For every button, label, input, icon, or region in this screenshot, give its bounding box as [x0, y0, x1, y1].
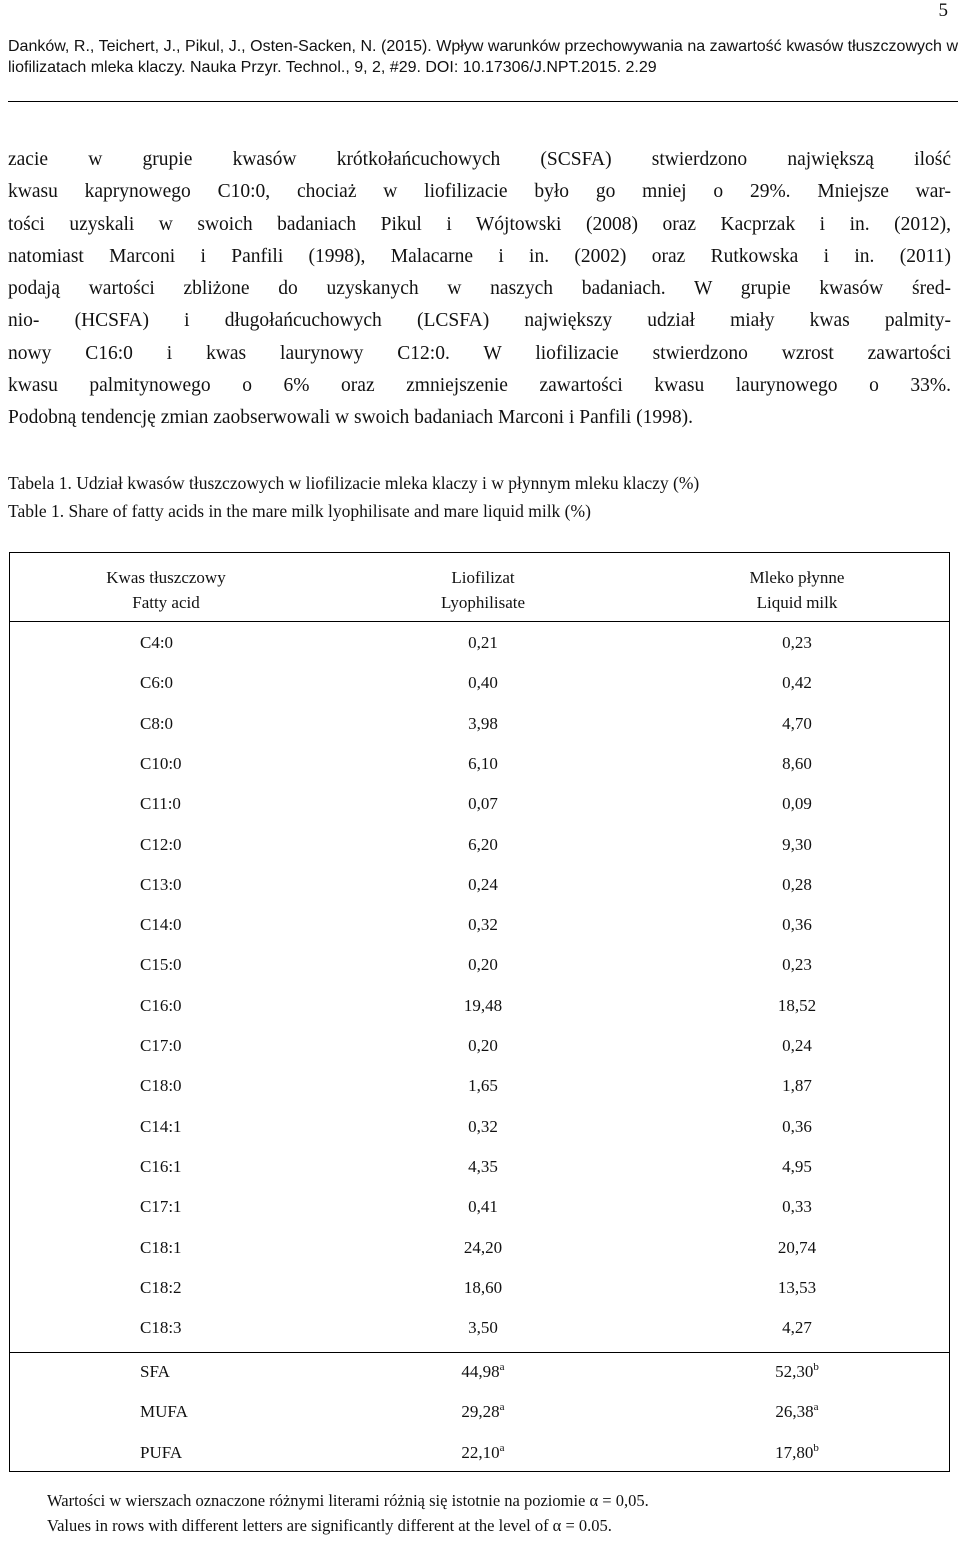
significance-letter: b: [813, 1361, 819, 1373]
liquid-milk-cell: [644, 628, 950, 658]
summary-row: [10, 1438, 949, 1468]
fatty-acid-cell-value: C10:0: [140, 753, 182, 773]
fatty-acid-cell: [140, 709, 173, 739]
liquid-milk-cell: [644, 668, 950, 698]
lyophilisate-cell: [322, 789, 644, 819]
lyophilisate-cell: [322, 628, 644, 658]
body-line: zacie w grupie kwasów krótkołańcuchowych (SCSFA) stwierdzono największą ilość: [8, 149, 951, 170]
liquid-milk-cell-value: 4,95: [782, 1156, 812, 1176]
lyophilisate-cell: [322, 668, 644, 698]
table-row: [10, 910, 949, 940]
liquid-milk-cell: [644, 910, 950, 940]
lyophilisate-cell: [322, 1397, 644, 1427]
liquid-milk-cell-value: 8,60: [782, 753, 812, 773]
body-line: Podobną tendencję zmian zaobserwowali w swoich badaniach Marconi i Panfili (1998).: [8, 407, 694, 429]
liquid-milk-cell-value: 18,52: [777, 995, 817, 1015]
fatty-acid-cell-value: PUFA: [140, 1442, 183, 1462]
summary-row: [10, 1397, 949, 1427]
lyophilisate-cell-value: 0,24: [468, 874, 498, 894]
lyophilisate-cell-value: 1,65: [468, 1076, 498, 1096]
footnote-en: Values in rows with different letters are significantly different at the level of α = 0.05.: [47, 1516, 612, 1535]
header-liquid-milk-pl: Mleko płynne: [749, 568, 845, 587]
fatty-acid-cell: [140, 1273, 182, 1303]
lyophilisate-cell: [322, 870, 644, 900]
header-liquid-milk: [644, 565, 950, 615]
lyophilisate-cell: [322, 991, 644, 1021]
body-line: kwasu palmitynowego o 6% oraz zmniejszenie zawartości kwasu laurynowego o 33%.: [8, 375, 951, 397]
liquid-milk-cell-value: 9,30: [782, 834, 812, 854]
table-row: [10, 1273, 949, 1303]
table-row: [10, 950, 949, 980]
table-row: [10, 870, 949, 900]
fatty-acid-cell-value: C14:1: [140, 1116, 182, 1136]
significance-letter: b: [813, 1441, 819, 1454]
fatty-acid-cell: [140, 1233, 182, 1263]
liquid-milk-cell: [644, 1273, 950, 1303]
significance-letter: a: [499, 1441, 505, 1454]
fatty-acid-cell: [140, 1152, 182, 1182]
body-paragraph: [8, 144, 951, 435]
liquid-milk-cell: [644, 1192, 950, 1222]
fatty-acid-cell: [140, 628, 173, 658]
lyophilisate-cell: [322, 749, 644, 779]
table-caption: [8, 469, 953, 525]
header-lyophilisate: [322, 565, 644, 615]
liquid-milk-cell: [644, 1438, 950, 1468]
lyophilisate-cell: [322, 1112, 644, 1142]
footnote-pl: Wartości w wierszach oznaczone różnymi literami różnią się istotnie na poziomie α = 0,05.: [47, 1491, 649, 1510]
lyophilisate-cell-value: 3,50: [468, 1318, 498, 1338]
lyophilisate-cell: [322, 1233, 644, 1263]
header-fatty-acid-pl: Kwas tłuszczowy: [106, 568, 226, 587]
header-fatty-acid: [10, 565, 322, 615]
table-row: [10, 1071, 949, 1101]
table-row: [10, 1031, 949, 1061]
fatty-acid-cell: [140, 1438, 182, 1468]
liquid-milk-cell-value: 13,53: [777, 1277, 817, 1297]
fatty-acid-cell-value: C18:3: [140, 1318, 182, 1338]
table-row: [10, 1192, 949, 1222]
liquid-milk-cell-value: 20,74: [777, 1237, 817, 1257]
lyophilisate-cell: [322, 709, 644, 739]
lyophilisate-cell: [322, 950, 644, 980]
lyophilisate-cell: [322, 1152, 644, 1182]
lyophilisate-cell-value: 18,60: [463, 1277, 503, 1297]
fatty-acid-cell: [140, 1112, 182, 1142]
lyophilisate-cell: [322, 1192, 644, 1222]
header-fatty-acid-en: Fatty acid: [132, 593, 200, 612]
table-row: [10, 1152, 949, 1182]
fatty-acid-cell-value: C14:0: [140, 915, 182, 935]
lyophilisate-cell-value: 0,41: [468, 1197, 498, 1217]
fatty-acid-cell-value: C11:0: [140, 794, 181, 814]
lyophilisate-cell-value: 3,98: [468, 713, 498, 733]
lyophilisate-cell: [322, 1438, 644, 1468]
summary-row: [10, 1357, 949, 1387]
liquid-milk-cell: [644, 1112, 950, 1142]
liquid-milk-cell-value: 17,80: [775, 1442, 814, 1462]
fatty-acid-cell: [140, 1357, 170, 1387]
caption-en: Table 1. Share of fatty acids in the mare milk lyophilisate and mare liquid milk (%): [8, 501, 591, 521]
liquid-milk-cell-value: 0,24: [782, 1036, 812, 1055]
liquid-milk-cell: [644, 991, 950, 1021]
fatty-acid-cell: [140, 789, 181, 819]
liquid-milk-cell-value: 26,38: [775, 1402, 814, 1422]
liquid-milk-cell: [644, 1233, 950, 1263]
body-line: nio- (HCSFA) i długołańcuchowych (LCSFA) największy udział miały kwas palmity-: [8, 310, 951, 332]
liquid-milk-cell: [644, 1397, 950, 1427]
lyophilisate-cell-value: 24,20: [463, 1237, 503, 1257]
table-row: [10, 749, 949, 779]
lyophilisate-cell-value: 29,28: [461, 1402, 500, 1422]
liquid-milk-cell-value: 0,36: [782, 915, 812, 935]
lyophilisate-cell-value: 0,40: [468, 673, 498, 693]
lyophilisate-cell: [322, 1031, 644, 1061]
liquid-milk-cell-value: 0,23: [782, 633, 812, 652]
liquid-milk-cell: [644, 950, 950, 980]
fatty-acid-cell: [140, 749, 182, 779]
header-divider: [10, 621, 949, 622]
lyophilisate-cell-value: 19,48: [463, 995, 503, 1015]
table-row: [10, 1313, 949, 1343]
liquid-milk-cell: [644, 870, 950, 900]
fatty-acid-cell-value: C12:0: [140, 834, 182, 854]
fatty-acid-cell: [140, 1192, 182, 1222]
lyophilisate-cell: [322, 830, 644, 860]
fatty-acid-cell: [140, 1031, 182, 1061]
fatty-acid-cell-value: C18:0: [140, 1076, 182, 1096]
table-row: [10, 628, 949, 658]
fatty-acid-cell: [140, 830, 182, 860]
liquid-milk-cell-value: 4,27: [782, 1318, 812, 1338]
citation-header: Danków, R., Teichert, J., Pikul, J., Osten-Sacken, N. (2015). Wpływ warunków przechowywania na zawartość kwasów tłuszczowych w liofilizatach mleka klaczy. Nauka Przyr. Technol., 9, 2, #29. DOI: 10.17306/J.NPT.2015. 2.29: [8, 38, 958, 76]
liquid-milk-cell: [644, 1357, 950, 1387]
fatty-acid-cell-value: C13:0: [140, 874, 182, 894]
fatty-acid-cell-value: SFA: [140, 1362, 170, 1381]
liquid-milk-cell-value: 52,30: [775, 1362, 814, 1381]
lyophilisate-cell-value: 0,32: [468, 915, 498, 935]
fatty-acid-cell-value: C17:0: [140, 1036, 182, 1055]
lyophilisate-cell: [322, 1273, 644, 1303]
body-line: tości uzyskali w swoich badaniach Pikul i Wójtowski (2008) oraz Kacprzak i in. (2012),: [8, 213, 951, 235]
fatty-acid-cell-value: C15:0: [140, 955, 182, 975]
table-row: [10, 1112, 949, 1142]
liquid-milk-cell-value: 1,87: [782, 1076, 812, 1096]
lyophilisate-cell-value: 0,21: [468, 633, 498, 652]
liquid-milk-cell: [644, 789, 950, 819]
lyophilisate-cell-value: 0,20: [468, 1036, 498, 1055]
fatty-acid-cell: [140, 910, 182, 940]
lyophilisate-cell: [322, 1313, 644, 1343]
liquid-milk-cell-value: 4,70: [782, 713, 812, 733]
table-row: [10, 991, 949, 1021]
liquid-milk-cell-value: 0,23: [782, 955, 812, 975]
lyophilisate-cell-value: 0,20: [468, 955, 498, 975]
table-row: [10, 709, 949, 739]
table-row: [10, 668, 949, 698]
summary-divider: [10, 1352, 949, 1353]
lyophilisate-cell-value: 44,98: [461, 1362, 500, 1381]
header-lyophilisate-pl: Liofilizat: [451, 568, 515, 587]
significance-letter: a: [499, 1361, 505, 1373]
table-footnote: [47, 1488, 649, 1538]
header-rule: [8, 101, 958, 102]
table-row: [10, 830, 949, 860]
fatty-acid-cell: [140, 950, 182, 980]
lyophilisate-cell: [322, 910, 644, 940]
significance-letter: a: [499, 1401, 505, 1414]
liquid-milk-cell-value: 0,33: [782, 1197, 812, 1217]
liquid-milk-cell: [644, 749, 950, 779]
liquid-milk-cell: [644, 1031, 950, 1061]
fatty-acid-cell-value: C6:0: [140, 673, 174, 693]
liquid-milk-cell: [644, 830, 950, 860]
fatty-acid-cell-value: MUFA: [140, 1402, 188, 1422]
header-lyophilisate-en: Lyophilisate: [440, 593, 526, 612]
lyophilisate-cell: [322, 1357, 644, 1387]
body-line: natomiast Marconi i Panfili (1998), Malacarne i in. (2002) oraz Rutkowska i in. (2011): [8, 245, 951, 267]
fatty-acid-cell-value: C18:1: [140, 1237, 182, 1257]
body-line: kwasu kaprynowego C10:0, chociaż w liofilizacie było go mniej o 29%. Mniejsze war-: [8, 181, 951, 203]
caption-pl: Tabela 1. Udział kwasów tłuszczowych w liofilizacie mleka klaczy i w płynnym mleku klaczy (%): [8, 473, 700, 493]
lyophilisate-cell-value: 4,35: [468, 1156, 498, 1176]
fatty-acid-cell: [140, 1397, 188, 1427]
table-row: [10, 789, 949, 819]
page-number: 5: [938, 0, 948, 21]
fatty-acid-cell: [140, 870, 182, 900]
fatty-acid-cell-value: C18:2: [140, 1277, 182, 1297]
fatty-acid-cell: [140, 1313, 182, 1343]
fatty-acid-cell-value: C4:0: [140, 633, 174, 652]
lyophilisate-cell-value: 22,10: [461, 1442, 500, 1462]
header-liquid-milk-en: Liquid milk: [756, 593, 838, 612]
fatty-acid-cell-value: C17:1: [140, 1197, 182, 1217]
lyophilisate-cell-value: 6,10: [468, 753, 498, 773]
liquid-milk-cell: [644, 1152, 950, 1182]
liquid-milk-cell: [644, 709, 950, 739]
body-line: nowy C16:0 i kwas laurynowy C12:0. W liofilizacie stwierdzono wzrost zawartości: [8, 342, 951, 364]
liquid-milk-cell-value: 0,36: [782, 1116, 812, 1136]
liquid-milk-cell: [644, 1313, 950, 1343]
lyophilisate-cell: [322, 1071, 644, 1101]
fatty-acid-cell-value: C8:0: [140, 713, 174, 733]
lyophilisate-cell-value: 6,20: [468, 834, 498, 854]
fatty-acid-cell: [140, 991, 182, 1021]
significance-letter: a: [813, 1401, 819, 1414]
liquid-milk-cell-value: 0,42: [782, 673, 812, 693]
lyophilisate-cell-value: 0,07: [468, 794, 498, 814]
liquid-milk-cell-value: 0,09: [782, 794, 812, 814]
body-line: podają wartości zbliżone do uzyskanych w naszych badaniach. W grupie kwasów śred-: [8, 278, 951, 300]
fatty-acid-cell-value: C16:0: [140, 995, 182, 1015]
fatty-acid-cell-value: C16:1: [140, 1156, 182, 1176]
table-row: [10, 1233, 949, 1263]
fatty-acid-table: [9, 552, 950, 1472]
liquid-milk-cell: [644, 1071, 950, 1101]
fatty-acid-cell: [140, 668, 173, 698]
liquid-milk-cell-value: 0,28: [782, 874, 812, 894]
fatty-acid-cell: [140, 1071, 182, 1101]
lyophilisate-cell-value: 0,32: [468, 1116, 498, 1136]
